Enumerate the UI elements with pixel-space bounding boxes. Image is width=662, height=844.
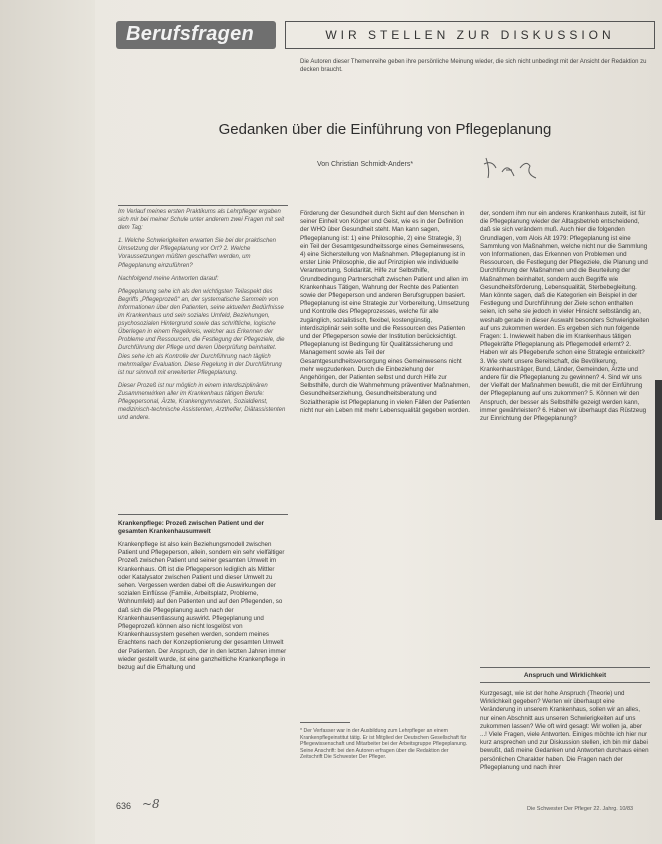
section-badge-label: Berufsfragen	[126, 23, 255, 45]
series-title: WIR STELLEN ZUR DISKUSSION	[325, 28, 615, 42]
article-title: Gedanken über die Einführung von Pflegeplanung	[218, 121, 552, 138]
handwritten-page-mark: ~8	[142, 797, 160, 811]
journal-reference: Die Schwester Der Pfleger 22. Jahrg. 10/83	[527, 806, 634, 812]
article-byline: Von Christian Schmidt-Anders*	[316, 161, 414, 168]
editorial-disclaimer: Die Autoren dieser Themenreihe geben ihre persönliche Meinung wieder, die sich nicht unbedingt mit der Ansicht der Redaktion zu decken braucht.	[300, 59, 647, 73]
footnote-rule	[300, 722, 350, 723]
column-3-text: der, sondern ihm nur ein anderes Krankenhaus zuteilt, ist für die Pflegeplanung wieder der Alltagsbetrieb entscheidend, daß sie sich verändern muß. Auch hier die folgenden Grundlagen, vom Alois Alt 1979: Pflegeplanung ist eine Sammlung von Maßnahmen, welche nicht nur die Sammlung von Informationen, das Erkennen von Problemen und Ressourcen, die Festlegung der Pflegeziele, die Planung und Durchführung der Maßnahmen und die Beurteilung der Maßnahmen beinhaltet, sondern auch Begriffe wie Gesundheitsförderung, Lebensqualität, Sterbebegleitung. Man könnte sagen, daß die Kategorien ein Beispiel in der Festlegung und Durchführung der Ziele schon enthalten seien, ich sehe sie jedoch in vieler Hinsicht selbständig an, weshalb gerade in dieser Auswahl besonders Schwierigkeiten auf uns zukommen werden. Es ergeben sich nun folgende Fragen: 1. Inwieweit haben die im Krankenhaus tätigen Pflegekräfte Pflegeplanung als Pflegemodell erlernt? 2. Haben wir als Pflegeberufe schon eine Strategie entwickelt? 3. Wie steht unsere Bereitschaft, die Bevölkerung, Krankenhausträger, Bund, Länder, Gemeinden, Ärzte und andere für die Pflegeplanung zu gewinnen? 4. Sind wir uns der Vielfalt der Maßnahmen bewußt, die mit der Einführung der Pflegeplanung auf uns zukommen? 5. Können wir den Anspruch, der besser als Selbsthilfe gezeigt werden kann, immer gewährleisten? 6. Haben wir überhaupt das Rüstzeug zur Einrichtung der Pflegeplanung?	[480, 210, 650, 423]
section-1-text: Krankenpflege ist also kein Beziehungsmodell zwischen Patient und Pflegeperson, allein, sondern ein sehr vielfältiger Prozeß zwischen Patient und seiner gesamten Umwelt im Krankenhaus. Oft ist die Pflegeperson lediglich als Mittler oder Katalysator zwischen Patient und dieser Umwelt zu sehen. Vergessen werden dabei oft die Auswirkungen der sozialen Einflüsse (Familie, Arbeitsplatz, Probleme, Wohnumfeld) auf den Patienten und auf den Pflegenden, so daß sich die Pflegeplanung auch nach der Krankenhausentlassung auswirkt. Pflegeplanung und Pflegeprozeß können also nicht losgelöst von Krankenhaussystem gesehen werden, sondern meines Erachtens nach der Konzeptionierung der gesamten Umwelt der Patienten. Der Anspruch, der in den letzten Jahren immer wieder gestellt wurde, ist eine ganzheitliche Krankenpflege in bezug auf die Erhaltung und	[118, 541, 287, 672]
scan-edge-mark	[655, 380, 662, 520]
series-title-box	[285, 21, 655, 49]
page-number: 636	[116, 801, 132, 811]
section-2-top-rule	[480, 667, 650, 668]
intro-top-rule	[118, 205, 288, 206]
footnote: * Der Verfasser war in der Ausbildung zum Lehrpfleger an einem Krankenpflegeinstitut tätig. Er ist Mitglied der Deutschen Gesellschaft für Pflegewissenschaft und Mitarbeiter bei der Arbeitsgruppe Pflegeplanung. Seine Anschrift: bei den Autoren erfragen über die Redaktion der Zeitschrift Die Schwester Der Pfleger.	[300, 728, 468, 761]
section-heading-1: Krankenpflege: Prozeß zwischen Patient und der gesamten Krankenhausumwelt	[118, 520, 264, 535]
section-2-text: Kurzgesagt, wie ist der hohe Anspruch (Theorie) und Wirklichkeit gegeben? Werten wir überhaupt eine Veränderung in unserem Krankenhaus, sollen wir an alles, nur einen Abschnitt aus unseren Schwierigkeiten auf uns zukommen lassen? Wie oft wird gesagt: Wir wollen ja, aber ...! Viele Fragen, viele Antworten. Einiges möchte ich hier nur kurz ansprechen und zur Diskussion stellen, ich bin mir dabei bewußt, daß meine Gedanken und Antworten durchaus einen persönlichen Charakter haben. Die Fragen nach der Pflegeplanung und nach ihrer	[480, 690, 649, 771]
section-heading-2: Anspruch und Wirklichkeit	[523, 672, 607, 679]
page-edge-shadow	[0, 0, 95, 844]
column-2-text: Förderung der Gesundheit durch Sicht auf den Menschen in seiner Einheit von Körper und Geist, wie es in der Definition der WHO über Gesundheit steht. Man kann sagen, Pflegeplanung ist: 1) eine Philosophie, 2) eine Strategie, 3) ein Teil der Gesamtgesundheitssorge eines Gemeinwesens, 4) eine Sicherstellung von Maßnahmen. Pflegeplanung ist in erster Linie Philosophie, die auf Prinzipien wie individuelle Verantwortung, Solidarität, Hilfe zur Selbsthilfe, Grundbedingung Partnerschaft zwischen Patient und allen im Krankenhaus Tätigen, Wahrung der Rechte des Patienten sowie der Pflegeperson und anderen Berufsgruppen basiert. Pflegeplanung ist eine Strategie zur Vorbereitung, Umsetzung und Kontrolle des Pflegeprozesses, welche für alle zugänglich, sozialistisch, flexibel, kostengünstig, interdisziplinär sein sollte und die Ressourcen des Patienten und der Pflegeperson sowie der Institution berücksichtigt. Pflegeplanung ist Bedingung für Qualitätssicherung und Management sowie als Teil der Gesamtgesundheitsversorgung eines Gemeinwesens nicht mehr wegzudenken. Durch die Einbeziehung der Angehörigen, der Patienten selbst und durch Hilfe zur Selbsthilfe, durch die Wahrnehmung präventiver Maßnahmen, Gesundheitserziehung, Gesundheitsberatung und Sozialtherapie ist Pflegeplanung in vielen Fällen der Patienten nicht nur ein Leben mit mehr Lebensqualität gegeben worden.	[300, 210, 470, 414]
handwritten-annotation	[480, 150, 550, 184]
section-2-bottom-rule	[480, 682, 650, 683]
intro-prompt: Nachfolgend meine Antworten darauf:	[118, 275, 219, 282]
intro-questions: 1. Welche Schwierigkeiten erwarten Sie bei der praktischen Umsetzung der Pflegeplanung vor Ort? 2. Welche Voraussetzungen müßten geschaffen werden, um Pflegeplanung einzuführen?	[118, 238, 276, 269]
intro-body-2: Dieser Prozeß ist nur möglich in einem interdisziplinären Zusammenwirken aller im Krankenhaus tätigen Berufe: Pflegepersonal, Ärzte, Krankengymnasten, Sozialdienst, medizinisch-technische Assistenten, Arzthelfer, Diätassistenten und andere.	[118, 382, 286, 422]
section-badge	[116, 21, 276, 49]
intro-bottom-rule	[118, 514, 288, 515]
intro-box	[118, 208, 288, 513]
intro-body: Pflegeplanung sehe ich als den wichtigsten Teilaspekt des Begriffs „Pflegeprozeß“ an, der systematische Sammeln von Informationen über den Patienten, seine aktuellen Bedürfnisse im Krankenhaus und sein soziales Umfeld, Beziehungen, psychosozialen Hintergrund sowie das schriftliche, logische Überlegen in einem Regelkreis, welcher aus Erkennen der Probleme und Ressourcen, die Festlegung der Pflegeziele, die Durchführung der Pflege und deren Überprüfung beinhaltet. Dies sehe ich als Kontrolle der Durchführung nach täglich mehrmaliger Evaluation. Diese Regelung in der Durchführung ist nur sinnvoll mit erweiterter Pflegeplanung.	[118, 288, 285, 376]
intro-lead: Im Verlauf meines ersten Praktikums als Lehrpfleger ergaben sich mir bei meiner Schule unter anderem zwei Fragen mit seit dem Tag:	[118, 209, 285, 232]
